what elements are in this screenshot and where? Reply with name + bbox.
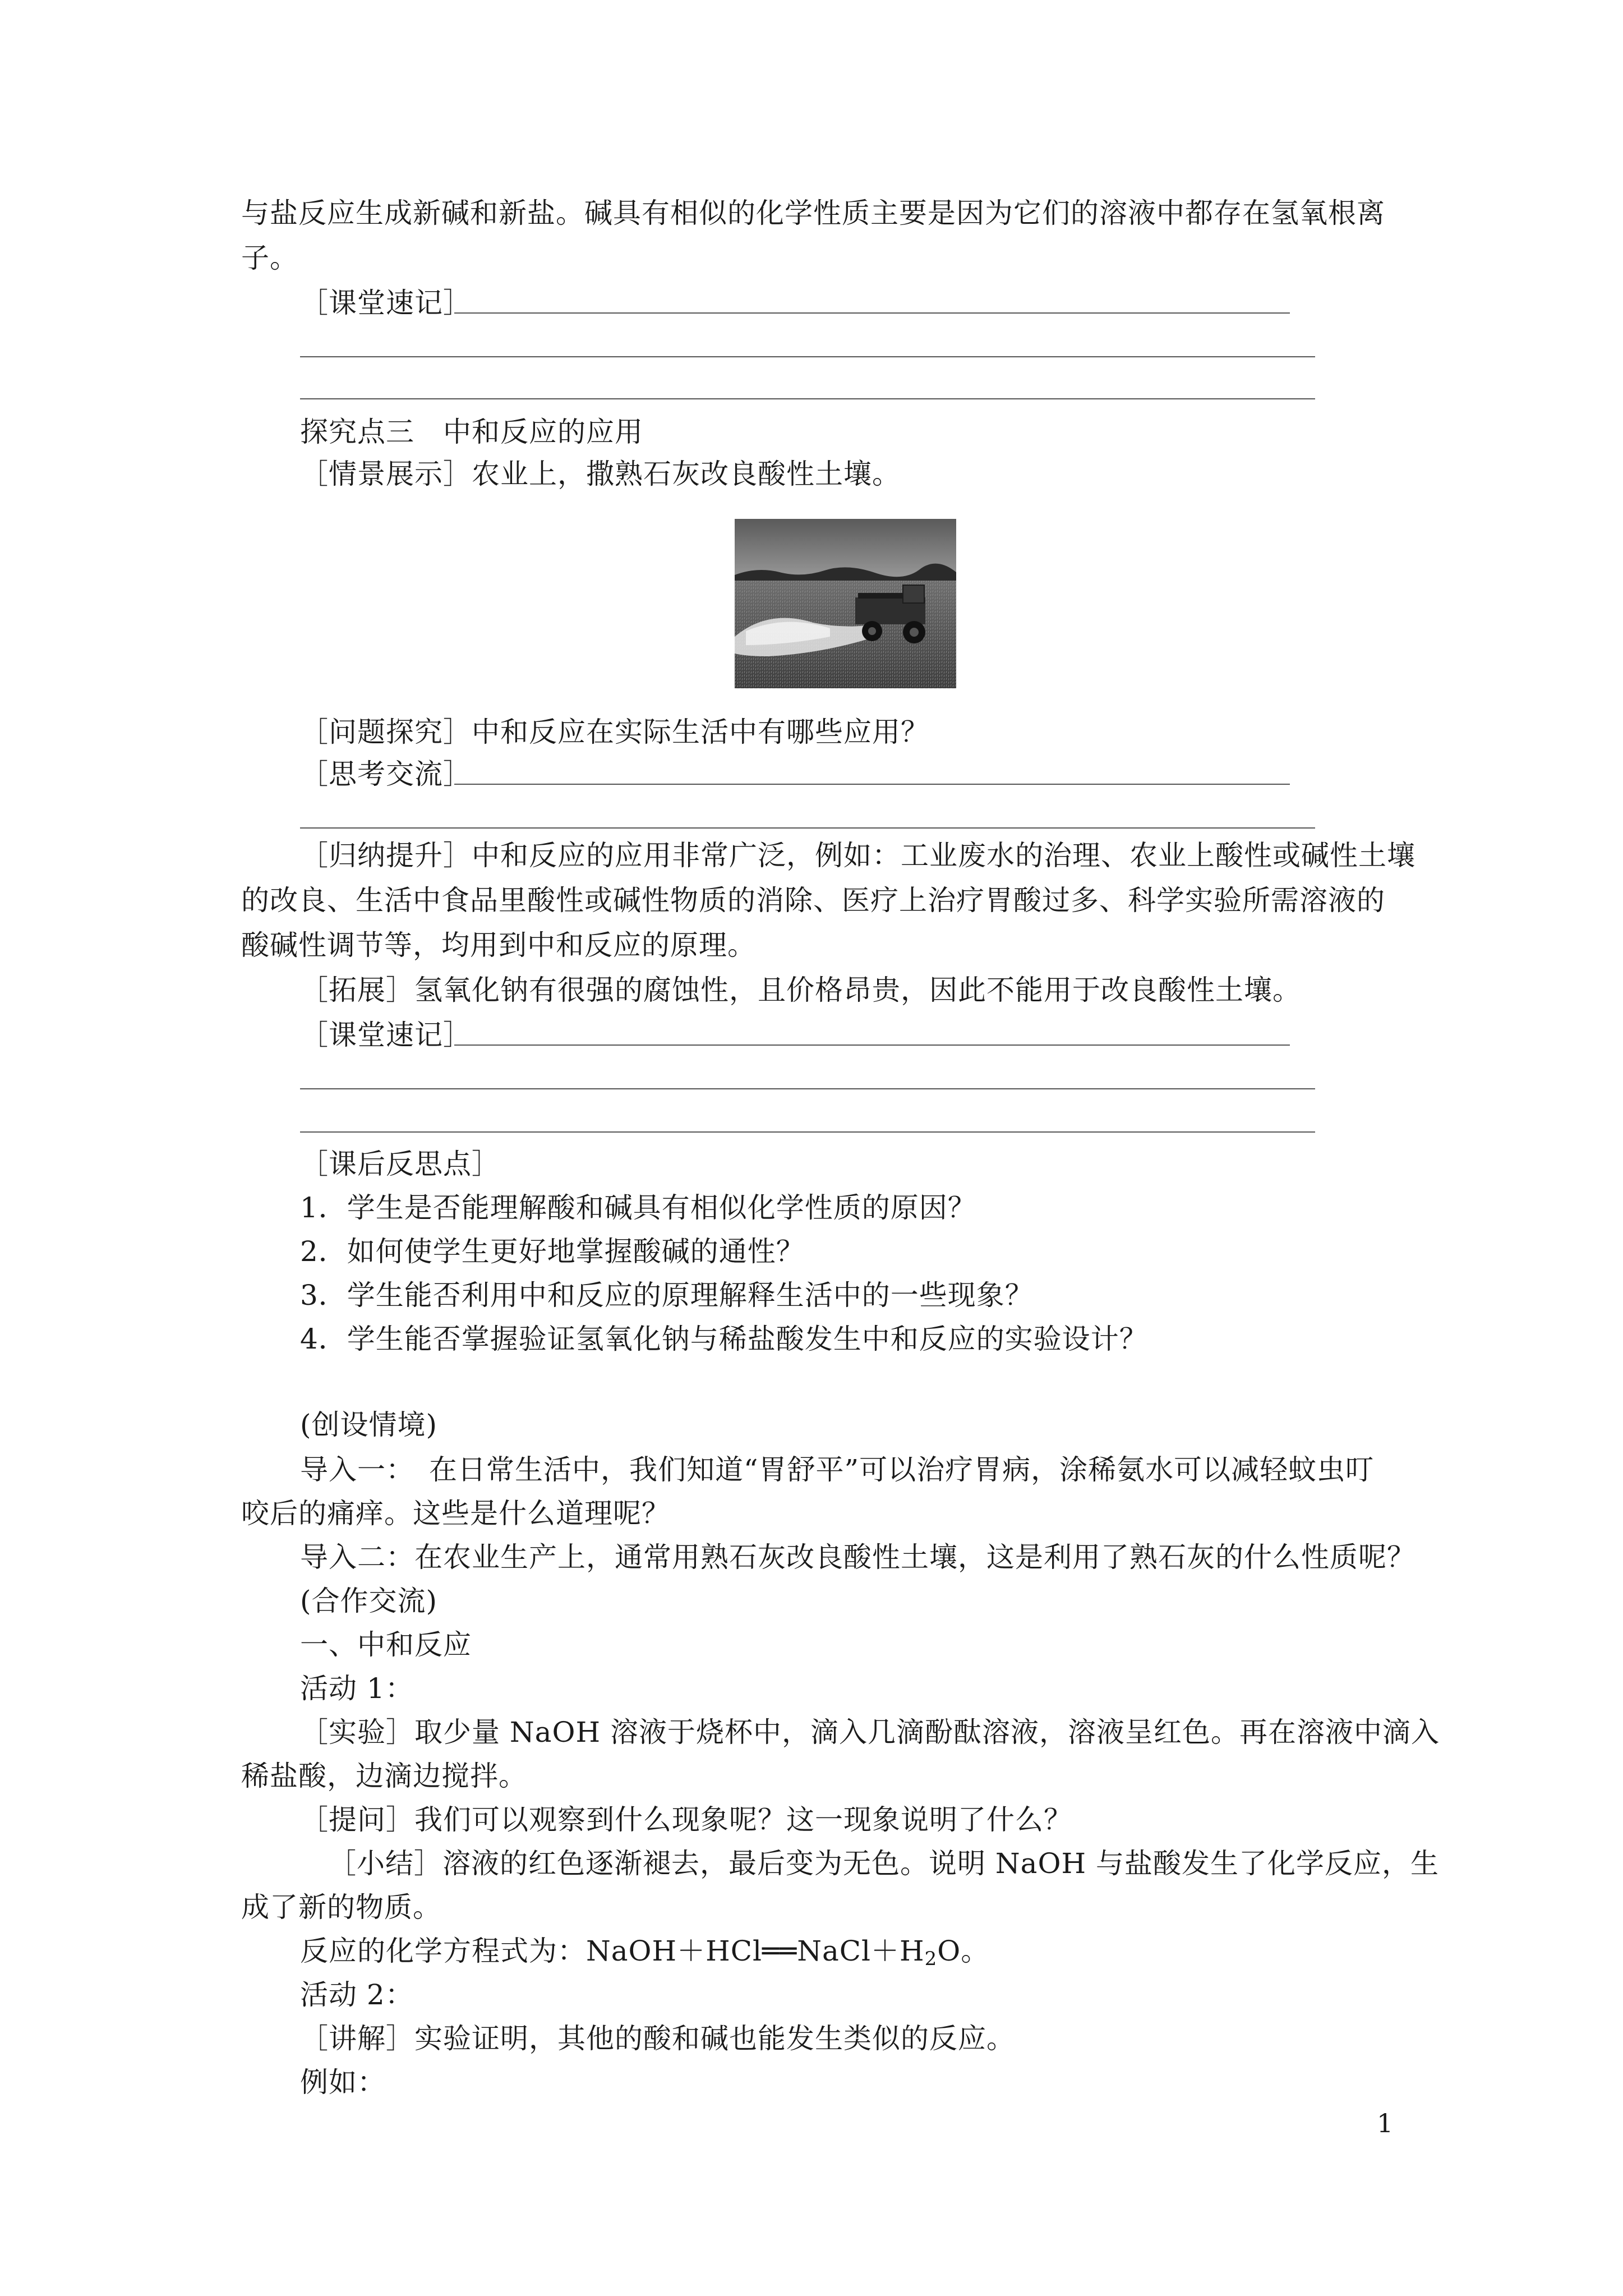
lead-line: 导入一： 在日常生活中，我们知道“胃舒平”可以治疗胃病，涂稀氨水可以减轻蚊虫叮	[300, 1453, 1375, 1486]
ask-line: ［提问］我们可以观察到什么现象呢？这一现象说明了什么？	[300, 1803, 1072, 1836]
note-label: ［课堂速记］	[300, 287, 472, 319]
note-line	[454, 1045, 1290, 1046]
note-line	[300, 1088, 1315, 1089]
scene-text: ［情景展示］农业上，撒熟石灰改良酸性土壤。	[300, 458, 901, 490]
section-title: 探究点三 中和反应的应用	[300, 416, 643, 448]
experiment-line: ［实验］取少量 NaOH 溶液于烧杯中，滴入几滴酚酞溶液，溶液呈红色。再在溶液中滴入	[300, 1716, 1440, 1749]
answer-line	[454, 784, 1290, 785]
part-heading: 一、中和反应	[300, 1628, 472, 1661]
paragraph-line: 子。	[241, 242, 298, 274]
lead-line: 咬后的痛痒。这些是什么道理呢？	[241, 1497, 670, 1530]
reflection-item: 3．学生能否利用中和反应的原理解释生活中的一些现象？	[300, 1279, 1034, 1312]
summary-line: ［归纳提升］中和反应的应用非常广泛，例如：工业废水的治理、农业上酸性或碱性土壤	[300, 839, 1415, 872]
note-label: ［课堂速记］	[300, 1019, 472, 1051]
equation-line	[300, 1931, 989, 1971]
conclusion-line: 成了新的物质。	[241, 1891, 441, 1924]
paragraph-line: 与盐反应生成新碱和新盐。碱具有相似的化学性质主要是因为它们的溶液中都存在氢氧根离	[241, 197, 1385, 229]
equation-text: O。	[937, 1935, 990, 1967]
reflection-title: ［课后反思点］	[300, 1148, 500, 1180]
note-line	[454, 312, 1290, 314]
equation-subscript: 2	[924, 1948, 938, 1970]
note-line	[300, 398, 1315, 399]
activity-label: 活动 2：	[300, 1978, 414, 2011]
explain-line: ［讲解］实验证明，其他的酸和碱也能发生类似的反应。	[300, 2022, 1015, 2055]
intro-heading: (创设情境)	[300, 1409, 438, 1441]
lime-spreading-photo	[735, 519, 956, 688]
equation-text: 反应的化学方程式为：NaOH＋HCl══NaCl＋H	[300, 1935, 925, 1967]
coop-heading: (合作交流)	[300, 1585, 438, 1617]
note-line	[300, 1131, 1315, 1133]
tractor-field-image	[735, 519, 956, 688]
summary-line: 酸碱性调节等，均用到中和反应的原理。	[241, 929, 756, 961]
activity-label: 活动 1：	[300, 1672, 414, 1705]
discuss-label: ［思考交流］	[300, 758, 472, 790]
extension-text: ［拓展］氢氧化钠有很强的腐蚀性，且价格昂贵，因此不能用于改良酸性土壤。	[300, 974, 1301, 1006]
reflection-item: 2．如何使学生更好地掌握酸碱的通性？	[300, 1235, 805, 1268]
experiment-line: 稀盐酸，边滴边搅拌。	[241, 1760, 527, 1792]
summary-line: 的改良、生活中食品里酸性或碱性物质的消除、医疗上治疗胃酸过多、科学实验所需溶液的	[241, 884, 1385, 917]
question-text: ［问题探究］中和反应在实际生活中有哪些应用？	[300, 716, 929, 748]
lead-line: 导入二：在农业生产上，通常用熟石灰改良酸性土壤，这是利用了熟石灰的什么性质呢？	[300, 1541, 1415, 1573]
answer-line	[300, 827, 1315, 829]
conclusion-line: ［小结］溶液的红色逐渐褪去，最后变为无色。说明 NaOH 与盐酸发生了化学反应，生	[328, 1847, 1439, 1880]
page-number: 1	[1377, 2108, 1394, 2138]
reflection-item: 4．学生能否掌握验证氢氧化钠与稀盐酸发生中和反应的实验设计？	[300, 1323, 1148, 1355]
reflection-item: 1．学生是否能理解酸和碱具有相似化学性质的原因？	[300, 1191, 976, 1224]
note-line	[300, 356, 1315, 357]
example-label: 例如：	[300, 2066, 386, 2099]
